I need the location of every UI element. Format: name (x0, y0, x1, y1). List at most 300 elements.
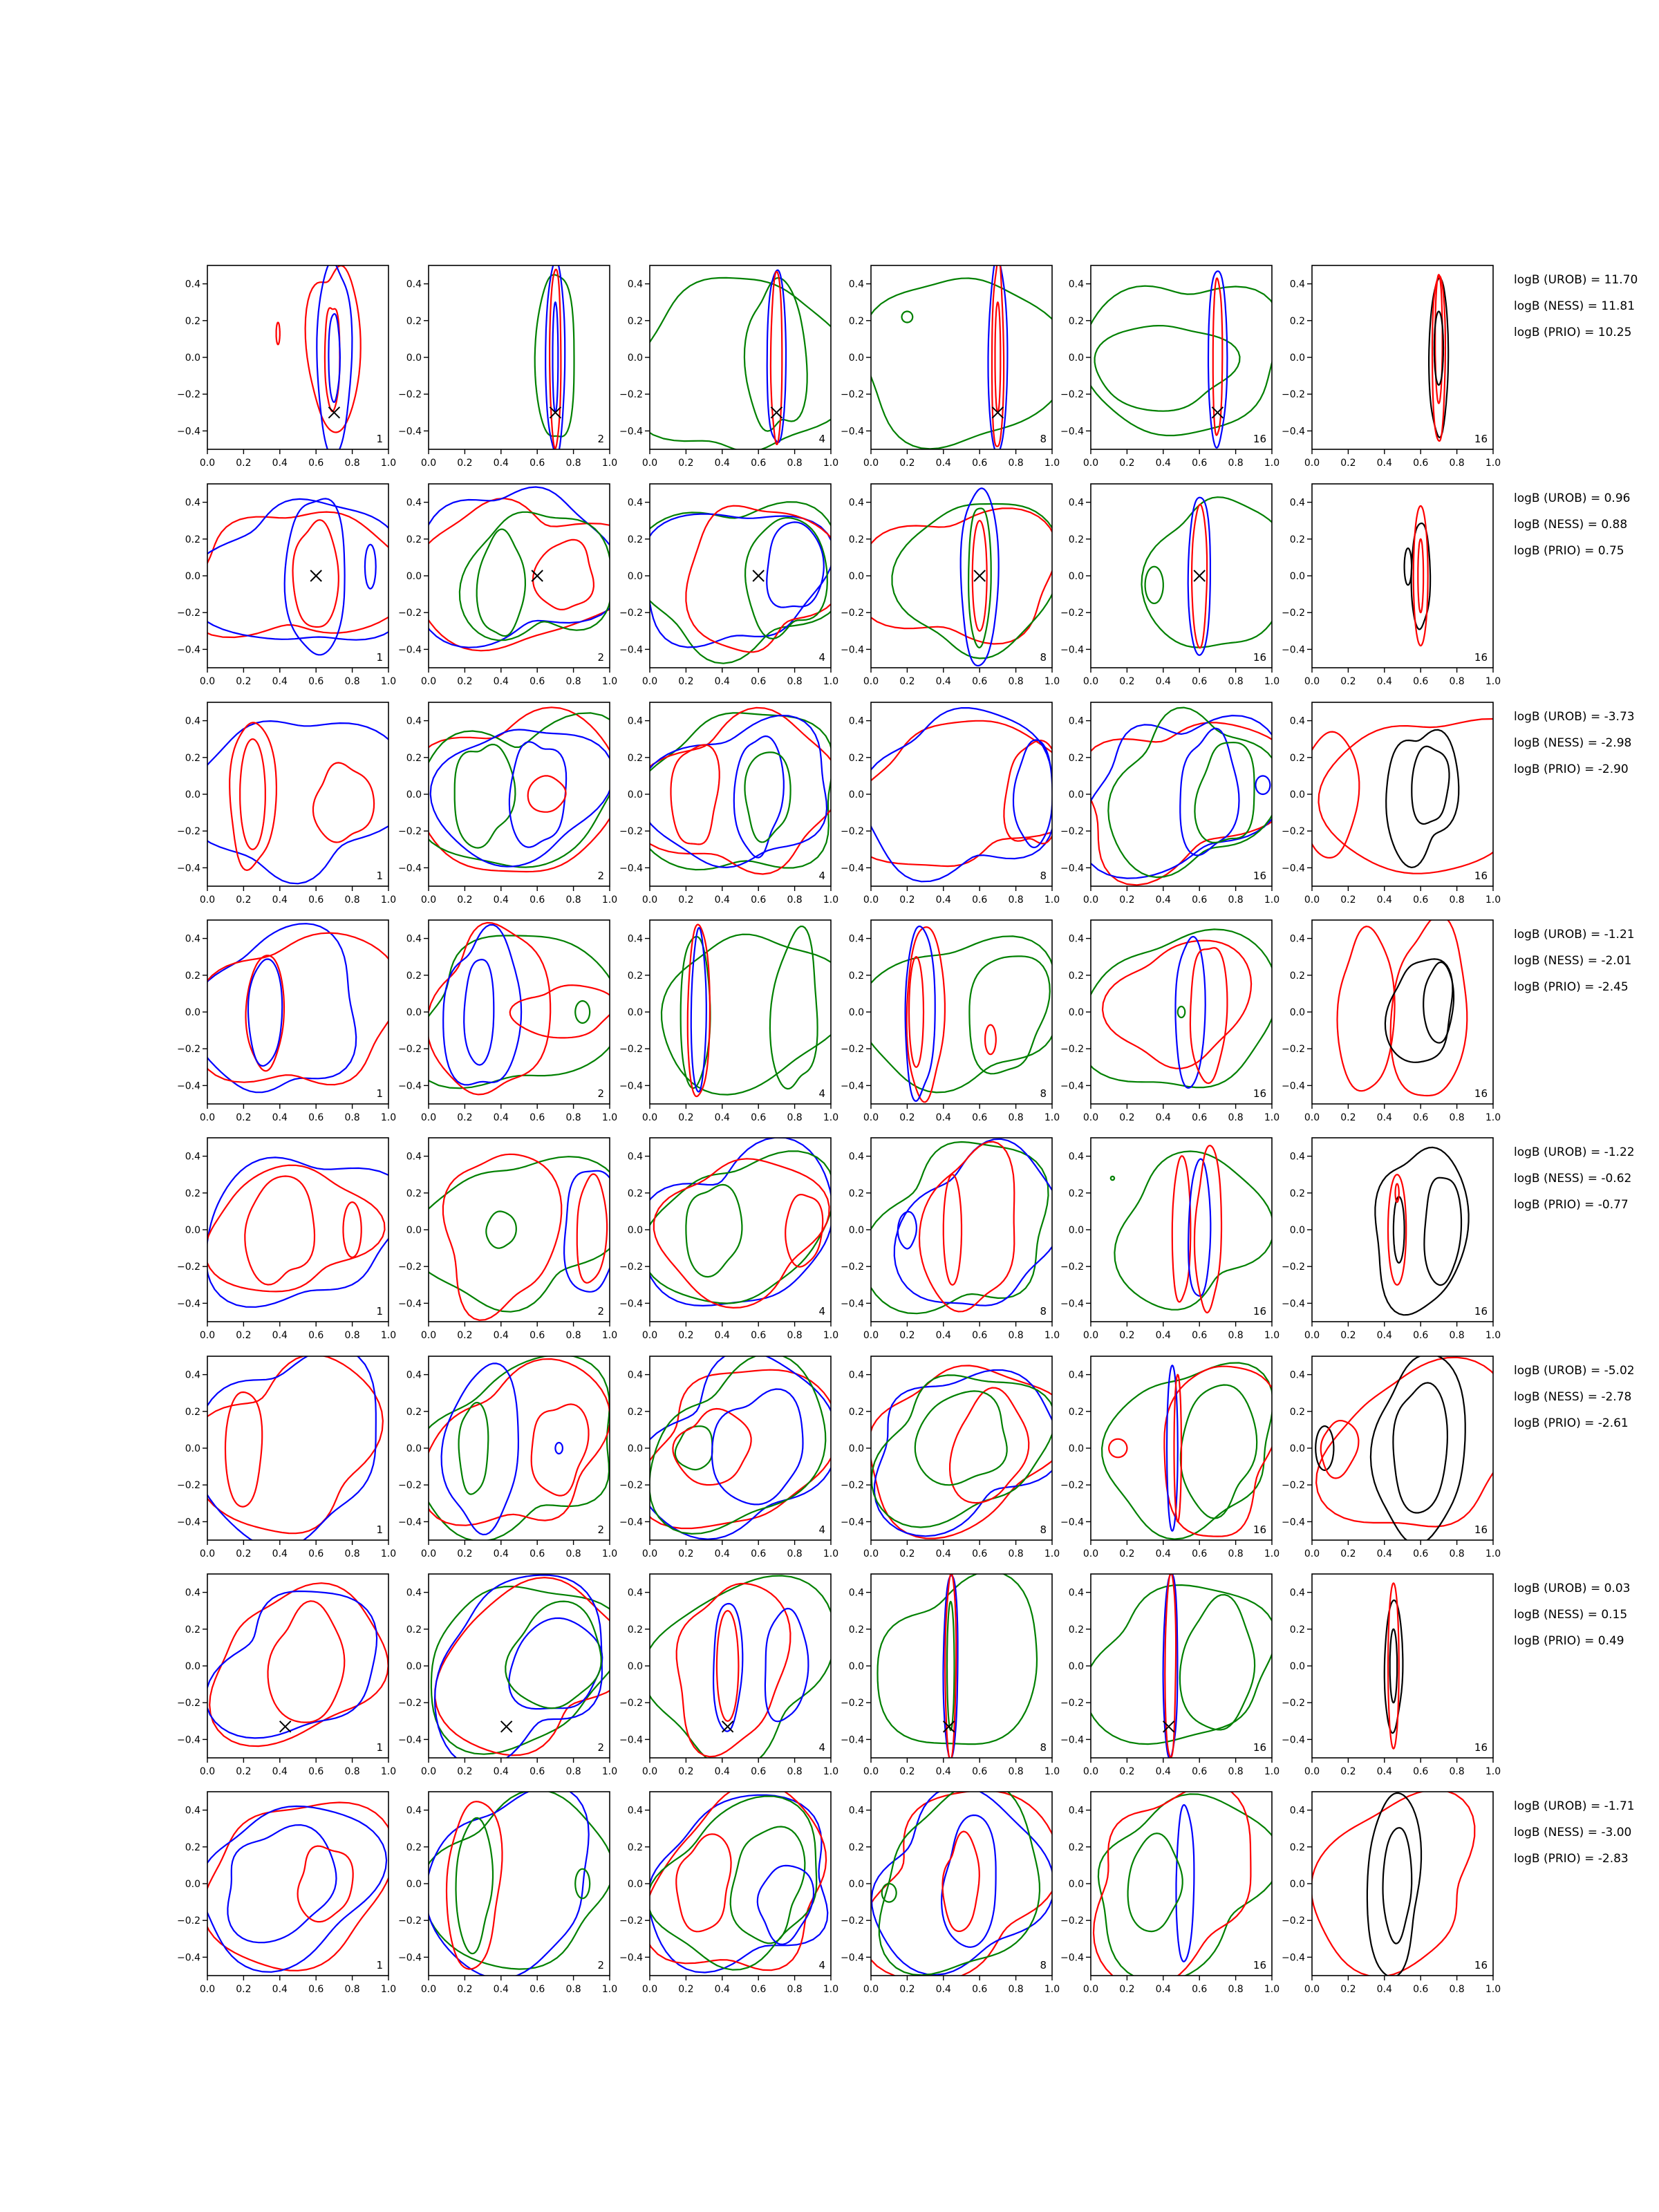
panel-number-label: 2 (597, 1741, 604, 1754)
x-tick-label: 0.8 (787, 894, 803, 906)
x-tick-label: 0.6 (308, 458, 324, 469)
x-tick-label: 1.0 (1485, 1112, 1501, 1123)
contour-line (1390, 1629, 1397, 1703)
x-tick-label: 0.2 (1340, 676, 1356, 687)
log-bayes-factor-label: logB (UROB) = -1.21 (1514, 928, 1635, 941)
x-tick-label: 1.0 (823, 1548, 839, 1559)
x-tick-label: 0.2 (1119, 1330, 1135, 1341)
contour-line (650, 1353, 826, 1534)
x-tick-label: 0.6 (308, 894, 324, 906)
y-tick-label: 0.2 (185, 1188, 200, 1199)
x-tick-label: 0.2 (1340, 1984, 1356, 1995)
y-tick-label: −0.4 (398, 1952, 422, 1964)
x-tick-label: 0.4 (714, 1984, 730, 1995)
y-tick-label: 0.0 (848, 1443, 864, 1454)
contour-line (1180, 1595, 1255, 1730)
contour-line (1109, 1439, 1127, 1458)
axes-frame (429, 1574, 610, 1758)
x-tick-label: 0.8 (1228, 458, 1244, 469)
contour-line (545, 261, 565, 456)
contour-panel (619, 484, 845, 687)
contour-panel (841, 1356, 1072, 1559)
x-tick-label: 0.0 (863, 1548, 879, 1559)
log-bayes-factor-label: logB (PRIO) = 0.49 (1514, 1634, 1624, 1648)
y-tick-label: −0.2 (841, 1915, 864, 1927)
x-tick-label: 1.0 (601, 1984, 618, 1995)
panel-number-label: 2 (597, 870, 604, 882)
contour-panel (398, 484, 648, 687)
y-tick-label: 0.2 (1068, 315, 1084, 327)
log-bayes-factor-label: logB (UROB) = 0.03 (1514, 1582, 1631, 1595)
x-tick-label: 0.8 (565, 676, 581, 687)
contour-line (1188, 1159, 1210, 1296)
x-tick-label: 1.0 (380, 676, 397, 687)
x-tick-label: 0.4 (935, 1766, 951, 1777)
y-tick-label: −0.4 (1282, 426, 1305, 438)
y-tick-label: −0.2 (177, 1915, 200, 1927)
contour-line (863, 279, 1070, 449)
x-tick-label: 1.0 (1044, 676, 1060, 687)
y-tick-label: −0.4 (841, 1298, 864, 1310)
y-tick-label: −0.4 (619, 644, 643, 656)
contour-panel (1282, 702, 1539, 906)
contour-panel (841, 1572, 1060, 1778)
x-tick-label: 0.8 (1228, 1112, 1244, 1123)
contour-panel (398, 1355, 617, 1559)
y-tick-label: −0.4 (841, 644, 864, 656)
x-tick-label: 0.6 (972, 894, 988, 906)
contour-panel (841, 920, 1060, 1123)
y-tick-label: 0.4 (848, 1587, 864, 1599)
y-tick-label: 0.0 (627, 571, 643, 582)
x-tick-label: 0.4 (493, 894, 509, 906)
contour-line (1255, 776, 1270, 794)
contour-line (505, 1602, 601, 1709)
y-tick-label: 0.0 (848, 353, 864, 364)
x-tick-label: 0.8 (1008, 458, 1024, 469)
true-value-marker (310, 570, 321, 581)
x-tick-label: 0.2 (678, 676, 694, 687)
contour-line (1094, 1785, 1250, 1988)
log-bayes-factor-label: logB (UROB) = -1.71 (1514, 1799, 1635, 1813)
x-tick-label: 0.2 (1119, 676, 1135, 687)
y-tick-label: −0.2 (177, 1044, 200, 1056)
contour-line (1128, 1833, 1183, 1931)
contour-line (1316, 1358, 1513, 1527)
x-tick-label: 0.6 (751, 1984, 767, 1995)
y-tick-label: −0.2 (1060, 389, 1084, 401)
y-tick-label: 0.4 (406, 1151, 422, 1163)
y-tick-label: −0.4 (841, 863, 864, 874)
y-tick-label: 0.4 (1289, 715, 1305, 727)
y-tick-label: 0.2 (627, 970, 643, 982)
y-tick-label: −0.4 (398, 863, 422, 874)
contour-line (1172, 1156, 1191, 1302)
panel-number-label: 1 (376, 1524, 383, 1536)
contour-line (194, 933, 400, 1085)
x-tick-label: 0.2 (457, 458, 473, 469)
contour-panel (1282, 915, 1501, 1123)
y-tick-label: −0.4 (177, 644, 200, 656)
contour-line (509, 742, 566, 847)
y-tick-label: −0.4 (1060, 1734, 1084, 1746)
contour-panel (398, 1138, 626, 1341)
y-tick-label: 0.0 (848, 1879, 864, 1890)
contour-line (509, 1618, 602, 1709)
x-tick-label: 0.4 (935, 894, 951, 906)
contour-line (1095, 326, 1240, 411)
x-tick-label: 0.2 (1119, 1548, 1135, 1559)
log-bayes-factor-label: logB (PRIO) = -2.61 (1514, 1416, 1629, 1430)
y-tick-label: 0.0 (406, 1007, 422, 1018)
contour-line (577, 1174, 607, 1283)
x-tick-label: 0.0 (1082, 1112, 1099, 1123)
x-tick-label: 0.0 (1082, 676, 1099, 687)
axes-frame (207, 265, 388, 449)
y-tick-label: 0.4 (406, 497, 422, 509)
x-tick-label: 0.6 (529, 1984, 545, 1995)
x-tick-label: 0.0 (1082, 458, 1099, 469)
panel-number-label: 8 (1040, 651, 1047, 664)
panel-number-label: 8 (1040, 1741, 1047, 1754)
y-tick-label: 0.0 (848, 1007, 864, 1018)
contour-line (411, 1156, 626, 1312)
contour-line (1385, 1600, 1403, 1733)
contour-line (553, 302, 559, 413)
x-tick-label: 0.6 (529, 1112, 545, 1123)
contour-line (1111, 1177, 1114, 1180)
y-tick-label: 0.4 (406, 1369, 422, 1381)
contour-line (1190, 948, 1228, 1083)
y-tick-label: 0.2 (627, 752, 643, 764)
contour-line (985, 1025, 996, 1055)
y-tick-label: 0.2 (1289, 1406, 1305, 1418)
panel-number-label: 4 (818, 1087, 825, 1100)
contour-line (639, 715, 827, 868)
x-tick-label: 1.0 (1264, 1766, 1280, 1777)
x-tick-label: 1.0 (1485, 1984, 1501, 1995)
y-tick-label: 0.4 (185, 279, 200, 290)
y-tick-label: −0.4 (619, 1517, 643, 1528)
y-tick-label: −0.4 (1060, 426, 1084, 438)
y-tick-label: 0.0 (1068, 789, 1084, 800)
contour-line (734, 736, 784, 858)
x-tick-label: 0.0 (1082, 894, 1099, 906)
contour-panel (177, 920, 400, 1123)
y-tick-label: 0.0 (627, 353, 643, 364)
x-tick-label: 0.8 (1008, 894, 1024, 906)
x-tick-label: 0.4 (935, 1330, 951, 1341)
y-tick-label: 0.2 (406, 970, 422, 982)
x-tick-label: 1.0 (380, 1112, 397, 1123)
x-tick-label: 0.0 (199, 1984, 216, 1995)
x-tick-label: 0.6 (972, 1984, 988, 1995)
contour-panel (841, 257, 1070, 469)
x-tick-label: 0.0 (420, 1984, 437, 1995)
y-tick-label: 0.2 (406, 315, 422, 327)
contour-panel (1060, 484, 1289, 687)
y-tick-label: 0.0 (406, 1225, 422, 1236)
x-tick-label: 0.4 (493, 1766, 509, 1777)
x-tick-label: 0.8 (565, 458, 581, 469)
contour-line (1412, 747, 1449, 824)
y-tick-label: −0.4 (1060, 1080, 1084, 1092)
x-tick-label: 0.8 (1449, 458, 1465, 469)
log-bayes-factor-label: logB (UROB) = 0.96 (1514, 491, 1631, 505)
x-tick-label: 0.8 (1008, 1766, 1024, 1777)
y-tick-label: −0.2 (177, 1262, 200, 1273)
y-tick-label: 0.2 (1068, 1406, 1084, 1418)
y-tick-label: −0.2 (1282, 1262, 1305, 1273)
y-tick-label: 0.0 (1289, 1661, 1305, 1672)
y-tick-label: −0.2 (1282, 389, 1305, 401)
x-tick-label: 0.0 (420, 1766, 437, 1777)
x-tick-label: 1.0 (1044, 1112, 1060, 1123)
panel-number-label: 16 (1474, 1524, 1488, 1536)
y-tick-label: −0.4 (841, 1734, 864, 1746)
contour-line (1315, 1426, 1333, 1470)
y-tick-label: 0.2 (1289, 752, 1305, 764)
x-tick-label: 0.2 (457, 1984, 473, 1995)
y-tick-label: 0.2 (848, 1841, 864, 1853)
y-tick-label: 0.4 (185, 1587, 200, 1599)
log-bayes-factor-label: logB (UROB) = -1.22 (1514, 1145, 1635, 1159)
contour-line (245, 1177, 315, 1285)
x-tick-label: 0.0 (1304, 1330, 1320, 1341)
x-tick-label: 0.6 (1192, 458, 1208, 469)
contour-line (879, 1781, 1040, 1975)
x-tick-label: 0.4 (493, 458, 509, 469)
x-tick-label: 1.0 (601, 894, 618, 906)
x-tick-label: 0.0 (199, 1766, 216, 1777)
y-tick-label: 0.0 (1289, 1007, 1305, 1018)
x-tick-label: 0.0 (420, 458, 437, 469)
contour-line (229, 722, 276, 870)
x-tick-label: 0.0 (1304, 894, 1320, 906)
x-tick-label: 0.4 (1155, 1112, 1171, 1123)
x-tick-label: 0.0 (641, 1330, 658, 1341)
y-tick-label: 0.4 (406, 1587, 422, 1599)
true-value-marker (753, 570, 764, 581)
contour-line (872, 1786, 1054, 1975)
x-tick-label: 0.0 (1304, 1548, 1320, 1559)
x-tick-label: 0.4 (493, 1112, 509, 1123)
x-tick-label: 1.0 (1044, 1548, 1060, 1559)
x-tick-label: 0.2 (678, 1766, 694, 1777)
contour-line (564, 1171, 621, 1292)
x-tick-label: 0.2 (899, 1766, 915, 1777)
x-tick-label: 0.8 (565, 1548, 581, 1559)
panel-number-label: 4 (818, 651, 825, 664)
y-tick-label: −0.4 (177, 863, 200, 874)
x-tick-label: 0.8 (787, 1548, 803, 1559)
y-tick-label: 0.0 (627, 1443, 643, 1454)
contour-panel (1282, 1790, 1501, 1995)
y-tick-label: 0.2 (848, 1624, 864, 1635)
contour-line (443, 1154, 561, 1320)
y-tick-label: 0.0 (1068, 353, 1084, 364)
x-tick-label: 1.0 (601, 458, 618, 469)
panel-number-label: 2 (597, 433, 604, 445)
x-tick-label: 0.6 (751, 1548, 767, 1559)
contour-line (902, 312, 913, 323)
x-tick-label: 0.6 (1192, 894, 1208, 906)
panel-number-label: 2 (597, 1087, 604, 1100)
x-tick-label: 0.2 (236, 1984, 252, 1995)
panel-number-label: 8 (1040, 870, 1047, 882)
contour-line (1375, 1147, 1468, 1315)
y-tick-label: 0.4 (1068, 497, 1084, 509)
contour-line (898, 1212, 917, 1249)
y-tick-label: −0.2 (619, 826, 643, 838)
x-tick-label: 0.0 (641, 458, 658, 469)
y-tick-label: 0.4 (1068, 1587, 1084, 1599)
y-tick-label: −0.4 (619, 1952, 643, 1964)
y-tick-label: 0.2 (848, 1406, 864, 1418)
x-tick-label: 0.0 (863, 676, 879, 687)
x-tick-label: 0.8 (1449, 1330, 1465, 1341)
contour-line (533, 540, 594, 610)
contour-line (1098, 1794, 1280, 1982)
y-tick-label: −0.4 (398, 1298, 422, 1310)
contour-line (298, 1846, 353, 1922)
y-tick-label: 0.4 (627, 1805, 643, 1817)
x-tick-label: 0.8 (565, 1766, 581, 1777)
x-tick-label: 1.0 (1264, 458, 1280, 469)
y-tick-label: 0.2 (1068, 970, 1084, 982)
x-tick-label: 0.6 (1413, 1984, 1429, 1995)
contour-line (1004, 740, 1062, 843)
x-tick-label: 0.6 (1413, 1112, 1429, 1123)
contour-panel (1060, 920, 1280, 1123)
x-tick-label: 0.8 (1449, 894, 1465, 906)
contour-line (447, 1801, 503, 1969)
y-tick-label: −0.4 (1282, 863, 1305, 874)
x-tick-label: 0.8 (1008, 1984, 1024, 1995)
x-tick-label: 1.0 (823, 1112, 839, 1123)
x-tick-label: 0.8 (565, 1112, 581, 1123)
x-tick-label: 0.6 (1413, 458, 1429, 469)
contour-line (947, 1602, 955, 1730)
panel-number-label: 1 (376, 651, 383, 664)
log-bayes-factor-label: logB (PRIO) = -2.45 (1514, 980, 1629, 994)
contour-line (532, 1404, 589, 1495)
y-tick-label: 0.2 (185, 970, 200, 982)
x-tick-label: 0.2 (457, 1766, 473, 1777)
contour-line (765, 1609, 809, 1721)
y-tick-label: 0.2 (627, 1188, 643, 1199)
y-tick-label: 0.4 (848, 933, 864, 945)
contour-panel (1282, 265, 1501, 469)
x-tick-label: 0.8 (1228, 1548, 1244, 1559)
contour-panel (177, 1138, 406, 1341)
contour-line (1194, 1145, 1221, 1313)
contour-line (225, 1392, 262, 1507)
y-tick-label: −0.4 (841, 426, 864, 438)
y-tick-label: −0.2 (1060, 1915, 1084, 1927)
contour-line (995, 302, 1001, 413)
contour-panel (1060, 265, 1280, 469)
y-tick-label: −0.2 (841, 1044, 864, 1056)
contour-line (640, 1138, 833, 1306)
y-tick-label: −0.4 (841, 1517, 864, 1528)
x-tick-label: 0.4 (1155, 1330, 1171, 1341)
y-tick-label: 0.2 (1068, 1624, 1084, 1635)
y-tick-label: −0.4 (1282, 1952, 1305, 1964)
x-tick-label: 0.6 (1192, 1766, 1208, 1777)
x-tick-label: 0.4 (272, 458, 288, 469)
axes-frame (1312, 484, 1493, 668)
y-tick-label: −0.4 (841, 1080, 864, 1092)
x-tick-label: 0.8 (344, 894, 360, 906)
y-tick-label: 0.2 (848, 1188, 864, 1199)
contour-line (185, 499, 411, 640)
contour-line (686, 1185, 742, 1277)
contour-line (528, 776, 566, 812)
y-tick-label: 0.0 (185, 571, 200, 582)
x-tick-label: 0.6 (529, 1548, 545, 1559)
y-tick-label: −0.2 (398, 1915, 422, 1927)
x-tick-label: 1.0 (1044, 1984, 1060, 1995)
x-tick-label: 0.6 (1413, 894, 1429, 906)
panel-number-label: 4 (818, 433, 825, 445)
panel-number-label: 16 (1474, 1741, 1488, 1754)
contour-line (1319, 719, 1540, 874)
x-tick-label: 1.0 (1044, 1766, 1060, 1777)
x-tick-label: 0.0 (199, 1548, 216, 1559)
contour-line (919, 1142, 1014, 1312)
x-tick-label: 0.6 (308, 1112, 324, 1123)
contour-line (643, 514, 834, 648)
x-tick-label: 0.6 (972, 1112, 988, 1123)
x-tick-label: 0.2 (1119, 894, 1135, 906)
contour-line (861, 1790, 1060, 1981)
x-tick-label: 0.0 (641, 1984, 658, 1995)
contour-line (1102, 1363, 1273, 1539)
contour-line (421, 1359, 610, 1526)
x-tick-label: 0.2 (899, 894, 915, 906)
y-tick-label: −0.2 (177, 826, 200, 838)
x-tick-label: 0.6 (529, 894, 545, 906)
y-tick-label: 0.2 (406, 1188, 422, 1199)
x-tick-label: 0.2 (1119, 1766, 1135, 1777)
x-tick-label: 0.0 (641, 1112, 658, 1123)
y-tick-label: 0.4 (185, 1151, 200, 1163)
y-tick-label: 0.0 (848, 789, 864, 800)
x-tick-label: 0.0 (863, 1112, 879, 1123)
contour-line (455, 744, 516, 848)
panel-number-label: 16 (1253, 1741, 1266, 1754)
contour-line (227, 1825, 336, 1942)
log-bayes-factor-label: logB (PRIO) = -2.83 (1514, 1852, 1629, 1866)
x-tick-label: 0.4 (935, 1112, 951, 1123)
y-tick-label: −0.2 (619, 389, 643, 401)
y-tick-label: −0.2 (1282, 1044, 1305, 1056)
contour-panel (398, 1574, 632, 1777)
x-tick-label: 0.2 (678, 458, 694, 469)
contour-line (293, 520, 339, 627)
panel-number-label: 4 (818, 870, 825, 882)
axes-frame (429, 484, 610, 668)
log-bayes-factor-label: logB (NESS) = -0.62 (1514, 1172, 1632, 1185)
y-tick-label: 0.0 (848, 1661, 864, 1672)
x-tick-label: 0.4 (1155, 676, 1171, 687)
contour-panel (619, 1138, 838, 1342)
contour-line (1394, 1197, 1405, 1263)
x-tick-label: 0.0 (1082, 1984, 1099, 1995)
y-tick-label: 0.4 (1068, 1805, 1084, 1817)
x-tick-label: 1.0 (823, 1984, 839, 1995)
